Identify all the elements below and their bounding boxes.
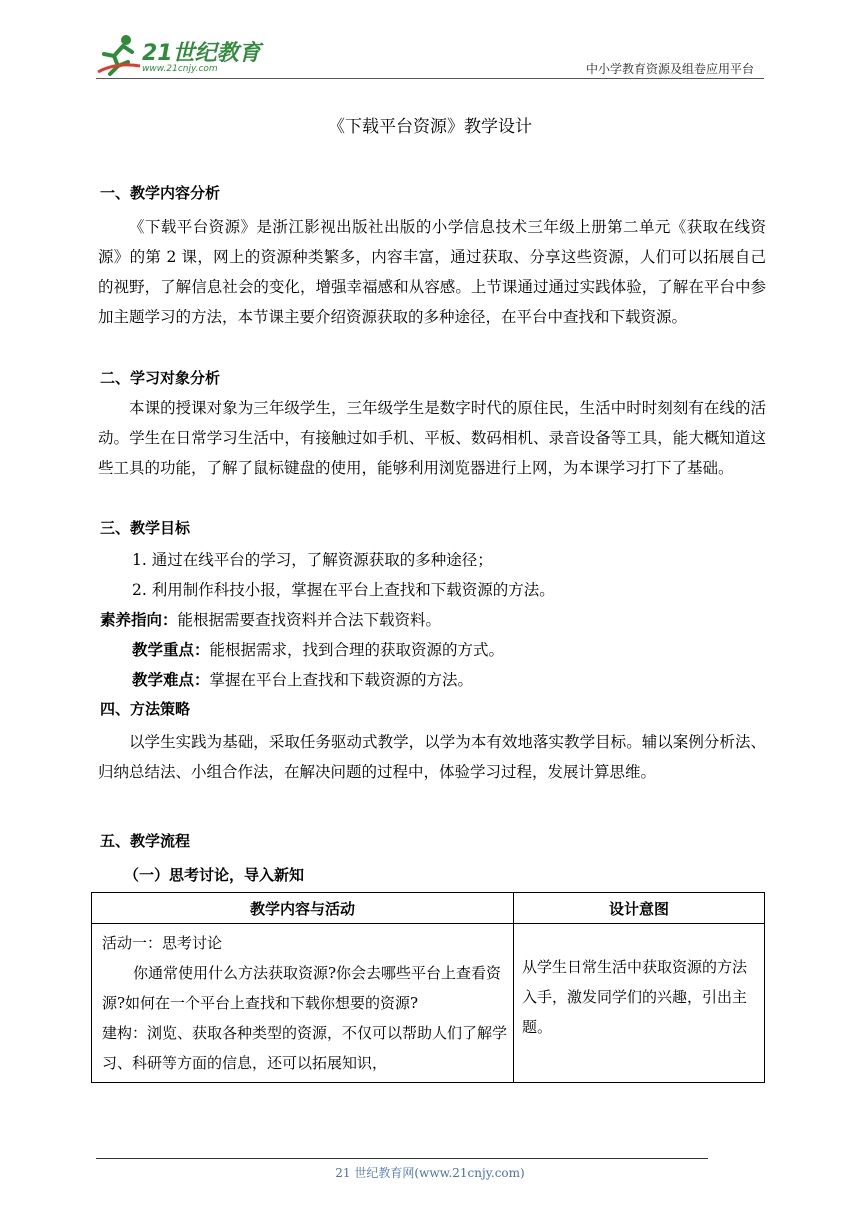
activity-construct: 建构：浏览、获取各种类型的资源，不仅可以帮助人们了解学习、科研等方面的信息，还可以拓展知识，: [102, 1024, 508, 1072]
document-title: 《下载平台资源》教学设计: [328, 117, 532, 137]
section-heading-4: 四、方法策略: [100, 700, 191, 718]
section-paragraph-1: 《下载平台资源》是浙江影视出版社出版的小学信息技术三年级上册第二单元《获取在线资源》的第 2 课，网上的资源种类繁多，内容丰富，通过获取、分享这些资源，人们可以拓展自己的视野，了解信息社会的变化，增强幸福感和从容感。上节课通过通过实践体验，了解在平台中参加主题学习的方法，本节课主要介绍资源获取的多种途径，在平台中查找和下载资源。: [98, 218, 766, 326]
difficulty-text: 掌握在平台上查找和下载资源的方法。: [209, 671, 474, 689]
runner-logo-icon: [96, 32, 142, 78]
logo-url: www.21cnjy.com: [142, 64, 218, 74]
key-point-line: [132, 638, 504, 660]
platform-name: 中小学教育资源及组卷应用平台: [585, 62, 754, 76]
page-header: [96, 30, 764, 80]
logo-text: 21世纪教育: [142, 41, 261, 66]
difficulty-line: [132, 668, 473, 690]
difficulty-label: 教学难点：: [132, 671, 210, 689]
activity-question: 你通常使用什么方法获取资源?你会去哪些平台上查看资源?如何在一个平台上查找和下载你想要的资源?: [102, 964, 502, 1012]
section-heading-3: 三、教学目标: [100, 519, 191, 537]
key-point-text: 能根据需求，找到合理的获取资源的方式。: [209, 641, 505, 659]
footer-link[interactable]: 21 世纪教育网(www.21cnjy.com): [335, 1166, 525, 1180]
activity-title: 活动一：思考讨论: [102, 934, 223, 952]
logo: [96, 32, 266, 78]
key-point-label: 教学重点：: [132, 641, 210, 659]
section-heading-2: 二、学习对象分析: [100, 369, 221, 387]
table-cell-intent: 从学生日常生活中获取资源的方法入手，激发同学们的兴趣，引出主题。: [514, 924, 765, 1083]
table-header-content: 教学内容与活动: [92, 893, 514, 924]
literacy-label: 素养指向：: [100, 611, 178, 629]
section-paragraph-4: 以学生实践为基础，采取任务驱动式教学，以学为本有效地落实教学目标。辅以案例分析法、归纳总结法、小组合作法，在解决问题的过程中，体验学习过程，发展计算思维。: [98, 733, 766, 781]
table-cell-content: [92, 924, 514, 1083]
header-divider: [96, 78, 764, 79]
subsection-heading: （一）思考讨论，导入新知: [124, 866, 305, 884]
section-heading-5: 五、教学流程: [100, 832, 191, 850]
objective-item-2: 2. 利用制作科技小报，掌握在平台上查找和下载资源的方法。: [132, 581, 555, 599]
process-table: [91, 892, 765, 1083]
literacy-text: 能根据需要查找资料并合法下载资料。: [177, 611, 442, 629]
objective-item-1: 1. 通过在线平台的学习，了解资源获取的多种途径；: [132, 551, 493, 569]
literacy-line: [100, 608, 441, 630]
section-heading-1: 一、教学内容分析: [100, 184, 221, 202]
section-paragraph-2: 本课的授课对象为三年级学生，三年级学生是数字时代的原住民，生活中时时刻刻有在线的活动。学生在日常学习生活中，有接触过如手机、平板、数码相机、录音设备等工具，能大概知道这些工具的功能，了解了鼠标键盘的使用，能够利用浏览器进行上网，为本课学习打下了基础。: [98, 399, 766, 477]
table-header-row: [92, 893, 765, 924]
footer-divider: [96, 1158, 708, 1159]
table-row: [92, 924, 765, 1083]
table-header-intent: 设计意图: [514, 893, 765, 924]
